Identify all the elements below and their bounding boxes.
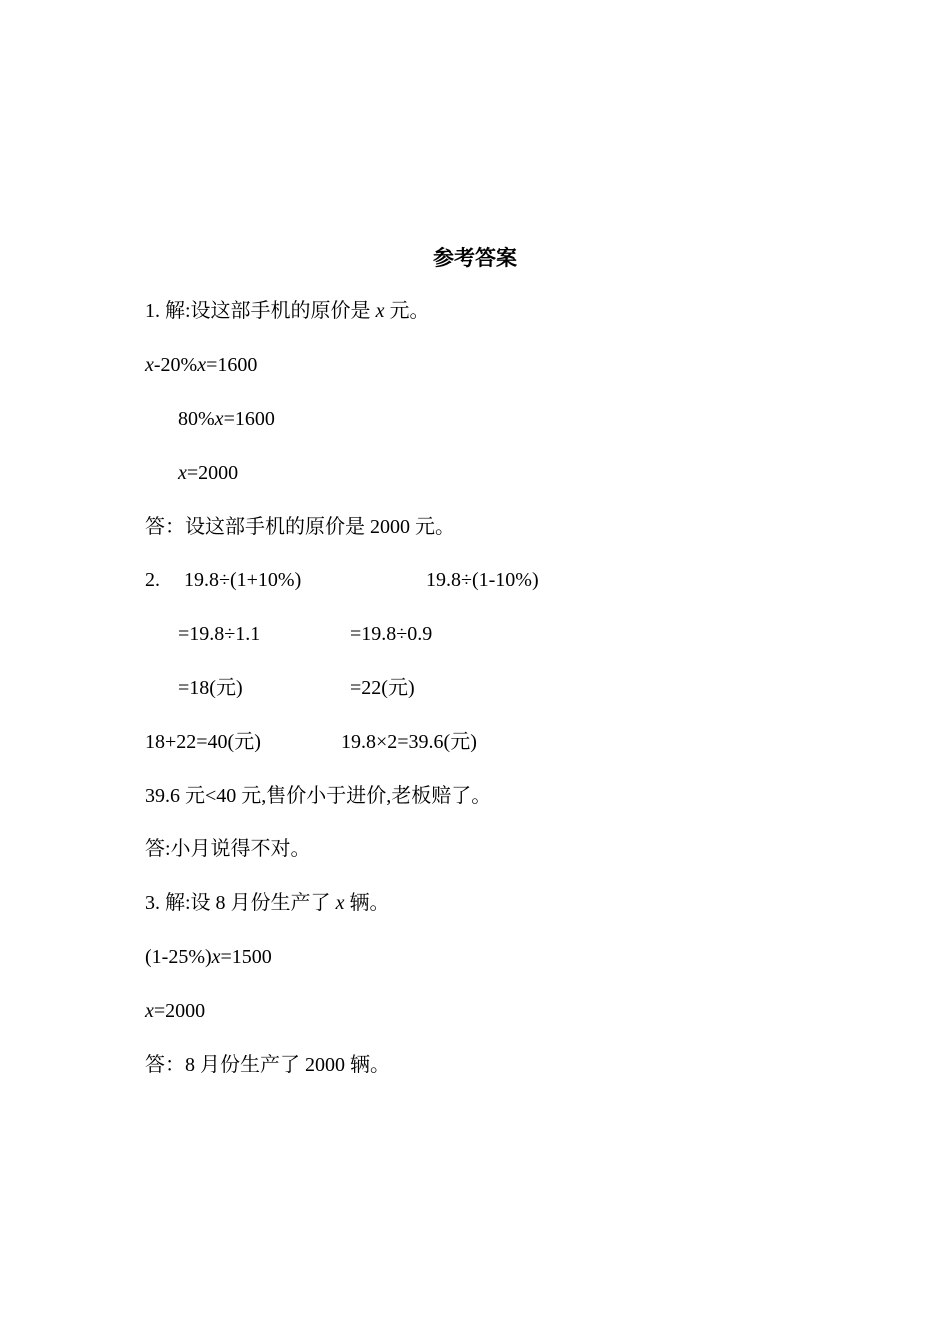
- q3-eq1-part-3: =1500: [220, 946, 272, 968]
- q2-right-expression-3: =22(元): [350, 677, 415, 699]
- q1-eq1-part-4: =1600: [206, 354, 258, 376]
- q1-eq1-var-2: x: [197, 354, 207, 376]
- q3-eq1-var: x: [211, 946, 221, 968]
- q3-eq2-part-2: =2000: [153, 1000, 206, 1022]
- q2-left-expression-1: 19.8÷(1+10%): [184, 569, 302, 591]
- q2-left-expression-3: =18(元): [178, 677, 243, 699]
- q2-product: 19.8×2=39.6(元): [341, 731, 477, 753]
- q3-intro: [145, 889, 389, 917]
- q1-eq3-part-2: =2000: [186, 462, 239, 484]
- q2-compare: 39.6 元<40 元,售价小于进价,老板赔了。: [145, 785, 492, 807]
- q1-intro-prefix: 1. 解:设这部手机的原价是: [145, 300, 376, 322]
- q1-intro-suffix: 元。: [384, 300, 430, 322]
- q3-intro-prefix: 3. 解:设 8 月份生产了: [145, 892, 336, 914]
- q1-intro-variable: x: [375, 300, 385, 322]
- q1-equation-1: [145, 351, 257, 379]
- q2-right-expression-2: =19.8÷0.9: [350, 623, 433, 645]
- q1-equation-2: [178, 405, 275, 433]
- q3-eq1-part-1: (1-25%): [145, 946, 212, 968]
- q1-equation-3: [178, 459, 238, 487]
- q3-equation-2: [145, 997, 205, 1025]
- q1-eq3-var: x: [178, 462, 187, 484]
- q1-eq2-part-3: =1600: [223, 408, 275, 430]
- q1-intro: [145, 297, 429, 325]
- q2-right-expression-1: 19.8÷(1-10%): [426, 569, 539, 591]
- q1-eq2-part-1: 80%: [178, 408, 215, 430]
- q3-equation-1: [145, 943, 272, 971]
- q3-answer: 答：8 月份生产了 2000 辆。: [145, 1054, 390, 1076]
- q3-intro-variable: x: [335, 892, 345, 914]
- q3-intro-suffix: 辆。: [344, 892, 390, 914]
- q2-number: 2.: [145, 569, 160, 591]
- q3-eq2-var: x: [145, 1000, 154, 1022]
- q1-eq2-var: x: [214, 408, 224, 430]
- q2-answer: 答:小月说得不对。: [145, 838, 311, 860]
- q1-eq1-var-1: x: [145, 354, 154, 376]
- q2-sum: 18+22=40(元): [145, 731, 261, 753]
- q1-answer: 答：设这部手机的原价是 2000 元。: [145, 516, 455, 538]
- q1-eq1-part-2: -20%: [153, 354, 198, 376]
- q2-left-expression-2: =19.8÷1.1: [178, 623, 261, 645]
- page-title: 参考答案: [433, 246, 517, 270]
